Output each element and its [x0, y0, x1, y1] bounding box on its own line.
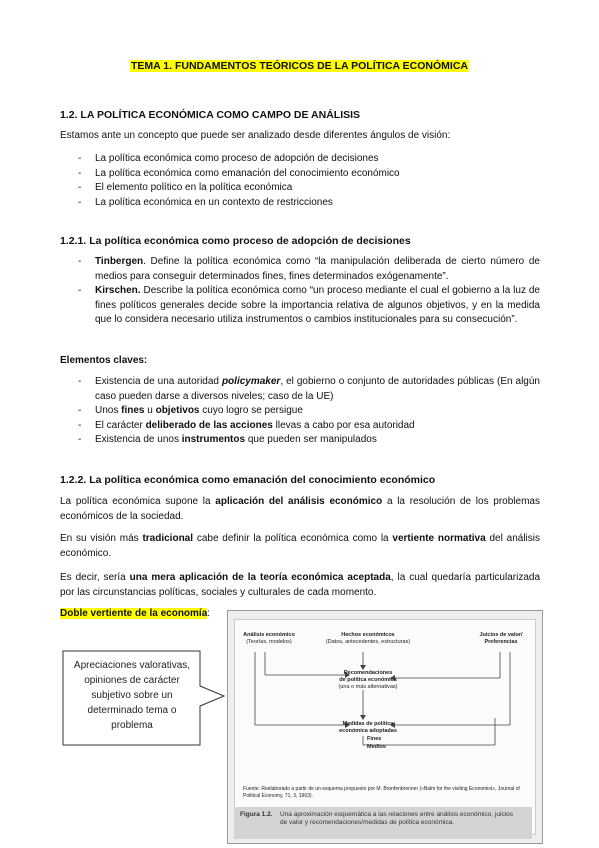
- text: cuyo logro se persigue: [199, 405, 303, 416]
- paragraph: [60, 531, 540, 561]
- box-medidas: Medidas de política: [342, 721, 394, 727]
- text: La política económica supone la: [60, 496, 216, 507]
- emphasis: tradicional: [142, 533, 194, 544]
- emphasis: vertiente normativa: [392, 533, 486, 544]
- figure-diagram: [234, 619, 536, 835]
- text: Es decir, sería: [60, 572, 130, 583]
- list-item: - La política económica como proceso de adopción de decisiones: [60, 152, 540, 167]
- box-recomendaciones-2: de política económica: [339, 677, 397, 683]
- definition-text: . Define la política económica como “la manipulación deliberada de cierto número de medios para conseguir determinados fines, fines determinados exógenamente”.: [95, 256, 540, 282]
- text: , el gobierno o conjunto de autoridades públicas (En algún caso pueden darse a diversos niveles; caso de la UE): [95, 376, 540, 402]
- label-colon: :: [207, 608, 211, 619]
- section-heading-1-2-2: 1.2.2. La política económica como emanación del conocimiento económico: [60, 474, 436, 486]
- list-item: [60, 404, 540, 419]
- text: del análisis económico.: [60, 533, 540, 559]
- box-juicios: Juicios de valor/: [479, 632, 523, 638]
- elementos-heading: Elementos claves:: [60, 355, 148, 366]
- figure-caption: [234, 807, 532, 839]
- document-title-text: TEMA 1. FUNDAMENTOS TEÓRICOS DE LA POLÍTICA ECONÓMICA: [131, 60, 468, 72]
- definition-kirschen: [60, 284, 540, 328]
- paragraph: [60, 570, 540, 600]
- emphasis: una mera aplicación de la teoría económica aceptada: [129, 572, 391, 583]
- text: Existencia de unos: [95, 434, 182, 445]
- author-name: Kirschen.: [95, 285, 141, 296]
- definition-text: Describe la política económica como “un proceso mediante el cual el gobierno a la luz de fines políticos generales decide sobre la importancia relativa de algunos objetivos, y en la medida que lo considera necesario utiliza instrumentos o cambios institucionales para su consecución”.: [95, 285, 540, 325]
- list-item: - La política económica en un contexto de restricciones: [60, 196, 540, 211]
- list-item: - El elemento político en la política económica: [60, 181, 540, 196]
- emphasis: aplicación del análisis económico: [215, 496, 383, 507]
- text: a la resolución de los problemas económicos de la sociedad.: [60, 496, 540, 522]
- emphasis: policymaker: [221, 376, 281, 387]
- doble-vertiente-label: [60, 608, 210, 619]
- label-text: Doble vertiente de la economía: [60, 608, 208, 619]
- list-item: [60, 433, 540, 448]
- box-recomendaciones: Recomendaciones: [343, 670, 393, 676]
- figure-caption-text: Una aproximación esquemática a las relaciones entre análisis económico, juicios de valor y recomendaciones/medidas de política económica.: [280, 811, 514, 826]
- text: que pueden ser manipulados: [245, 434, 377, 445]
- figure-caption-label: Figura 1.2.: [240, 811, 273, 818]
- box-medidas-2: económica adoptadas: [339, 728, 397, 734]
- angles-list: [60, 152, 540, 210]
- emphasis: objetivos: [155, 405, 200, 416]
- medios-label: Medios: [367, 744, 386, 750]
- emphasis: deliberado de las acciones: [145, 419, 273, 431]
- figure-source: Fuente: Reelaborado a partir de un esquema propuesto por M. Bronfenbrenner («Balm for the visiting Economist», Journal of Political Economy, 71, 3, 1963).: [243, 786, 520, 799]
- text: llevas a cabo por esa autoridad: [272, 419, 415, 431]
- section-heading-1-2: 1.2. LA POLÍTICA ECONÓMICA COMO CAMPO DE ANÁLISIS: [60, 109, 361, 121]
- box-hechos-sub: (Datos, antecedentes, estructuras): [325, 639, 411, 645]
- text: Existencia de una autoridad: [95, 376, 222, 387]
- figure-1-2: [227, 610, 543, 844]
- emphasis: instrumentos: [181, 434, 246, 445]
- definitions-list: [60, 255, 540, 328]
- fines-label: Fines: [367, 736, 382, 742]
- text: El carácter: [95, 419, 146, 431]
- paragraph: [60, 494, 540, 524]
- text: Unos: [95, 405, 122, 416]
- box-hechos: Hechos económicos: [341, 632, 395, 638]
- list-item: [60, 375, 540, 404]
- section-1-2-intro: Estamos ante un concepto que puede ser analizado desde diferentes ángulos de visión:: [60, 130, 451, 141]
- box-juicios-sub: Preferencias: [484, 639, 518, 645]
- section-heading-1-2-1: 1.2.1. La política económica como proceso de adopción de decisiones: [60, 235, 411, 247]
- box-analisis: Análisis económico: [243, 632, 295, 638]
- list-item: [60, 419, 540, 434]
- emphasis: fines: [121, 405, 145, 416]
- callout-text: Apreciaciones valorativas, opiniones de carácter subjetivo sobre un determinado tema o problema: [73, 660, 191, 731]
- text: , la cual quedaría particularizada por las circunstancias políticas, sociales y culturales de cada momento.: [60, 572, 541, 598]
- author-name: Tinbergen: [95, 256, 144, 267]
- text: En su visión más: [60, 533, 143, 544]
- box-recomendaciones-sub: (una o más alternativas): [338, 684, 398, 690]
- elementos-list: [60, 375, 540, 448]
- box-analisis-sub: (Teorías, modelos): [246, 639, 292, 645]
- definition-tinbergen: [60, 255, 540, 284]
- document-title: [0, 60, 599, 72]
- text: u: [144, 405, 156, 416]
- callout-note: [62, 650, 226, 746]
- list-item: - La política económica como emanación del conocimiento económico: [60, 167, 540, 182]
- text: cabe definir la política económica como la: [193, 533, 393, 544]
